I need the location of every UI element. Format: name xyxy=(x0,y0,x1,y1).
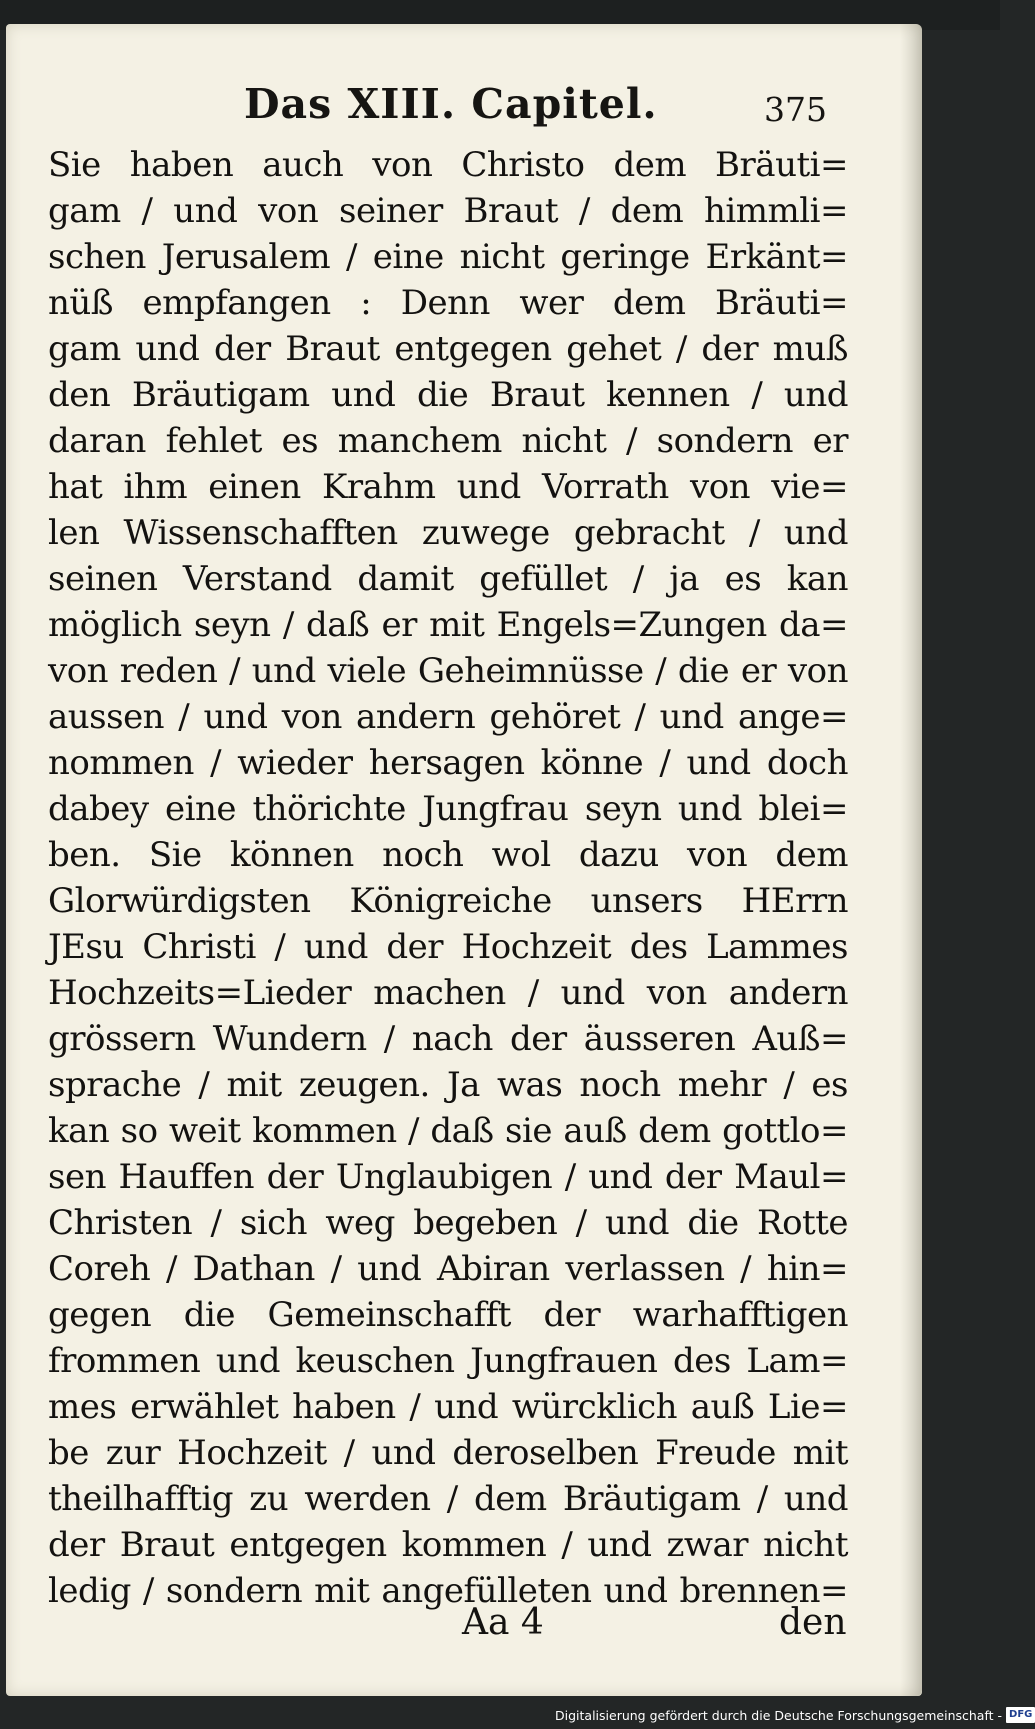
text-line: gam / und von seiner Braut / dem himmli= xyxy=(48,191,848,231)
text-line: JEsu Christi / und der Hochzeit des Lammes xyxy=(48,927,848,967)
funding-credit xyxy=(555,1706,1035,1724)
page-edge-shadow xyxy=(900,24,922,1696)
text-line: Glorwürdigsten Königreiche unsers HErrn xyxy=(48,881,848,921)
catchword: den xyxy=(779,1602,847,1643)
text-line: schen Jerusalem / eine nicht geringe Erkänt= xyxy=(48,237,848,277)
text-line: frommen und keuschen Jungfrauen des Lam= xyxy=(48,1341,848,1381)
page-header xyxy=(6,64,922,144)
text-line: Sie haben auch von Christo dem Bräuti= xyxy=(48,145,848,185)
text-line: Coreh / Dathan / und Abiran verlassen / hin= xyxy=(48,1249,848,1289)
text-line: Hochzeits=Lieder machen / und von andern xyxy=(48,973,848,1013)
text-line: nommen / wieder hersagen könne / und doch xyxy=(48,743,848,783)
text-line: mes erwählet haben / und würcklich auß Lie= xyxy=(48,1387,848,1427)
text-line: der Braut entgegen kommen / und zwar nicht xyxy=(48,1525,848,1565)
body-text xyxy=(48,142,848,1614)
running-head: Das XIII. Capitel. xyxy=(244,80,658,128)
book-page xyxy=(6,24,922,1696)
text-line: hat ihm einen Krahm und Vorrath von vie= xyxy=(48,467,848,507)
text-line: theilhafftig zu werden / dem Bräutigam / und xyxy=(48,1479,848,1519)
text-line: ben. Sie können noch wol dazu von dem xyxy=(48,835,848,875)
text-line: aussen / und von andern gehöret / und ange= xyxy=(48,697,848,737)
credit-text: Digitalisierung gefördert durch die Deutsche Forschungsgemeinschaft - xyxy=(555,1707,1003,1723)
signature-mark: Aa 4 xyxy=(462,1602,544,1643)
text-line: möglich seyn / daß er mit Engels=Zungen da= xyxy=(48,605,848,645)
text-line: daran fehlet es manchem nicht / sondern er xyxy=(48,421,848,461)
text-line: grössern Wundern / nach der äusseren Auß= xyxy=(48,1019,848,1059)
text-line: len Wissenschafften zuwege gebracht / und xyxy=(48,513,848,553)
text-line: kan so weit kommen / daß sie auß dem gottlo= xyxy=(48,1111,848,1151)
text-line: ledig / sondern mit angefülleten und brennen= xyxy=(48,1571,848,1611)
text-line: be zur Hochzeit / und deroselben Freude mit xyxy=(48,1433,848,1473)
text-line: seinen Verstand damit gefüllet / ja es kan xyxy=(48,559,848,599)
text-line: sen Hauffen der Unglaubigen / und der Maul= xyxy=(48,1157,848,1197)
dfg-logo: DFG xyxy=(1006,1707,1035,1723)
text-line: sprache / mit zeugen. Ja was noch mehr / es xyxy=(48,1065,848,1105)
text-line: nüß empfangen : Denn wer dem Bräuti= xyxy=(48,283,848,323)
text-line: den Bräutigam und die Braut kennen / und xyxy=(48,375,848,415)
text-line: gam und der Braut entgegen gehet / der muß xyxy=(48,329,848,369)
text-line: von reden / und viele Geheimnüsse / die er von xyxy=(48,651,848,691)
text-line: gegen die Gemeinschafft der warhafftigen xyxy=(48,1295,848,1335)
page-number: 375 xyxy=(764,90,827,129)
text-line: Christen / sich weg begeben / und die Rotte xyxy=(48,1203,848,1243)
page-footer xyxy=(6,1602,922,1662)
text-line: dabey eine thörichte Jungfrau seyn und blei= xyxy=(48,789,848,829)
